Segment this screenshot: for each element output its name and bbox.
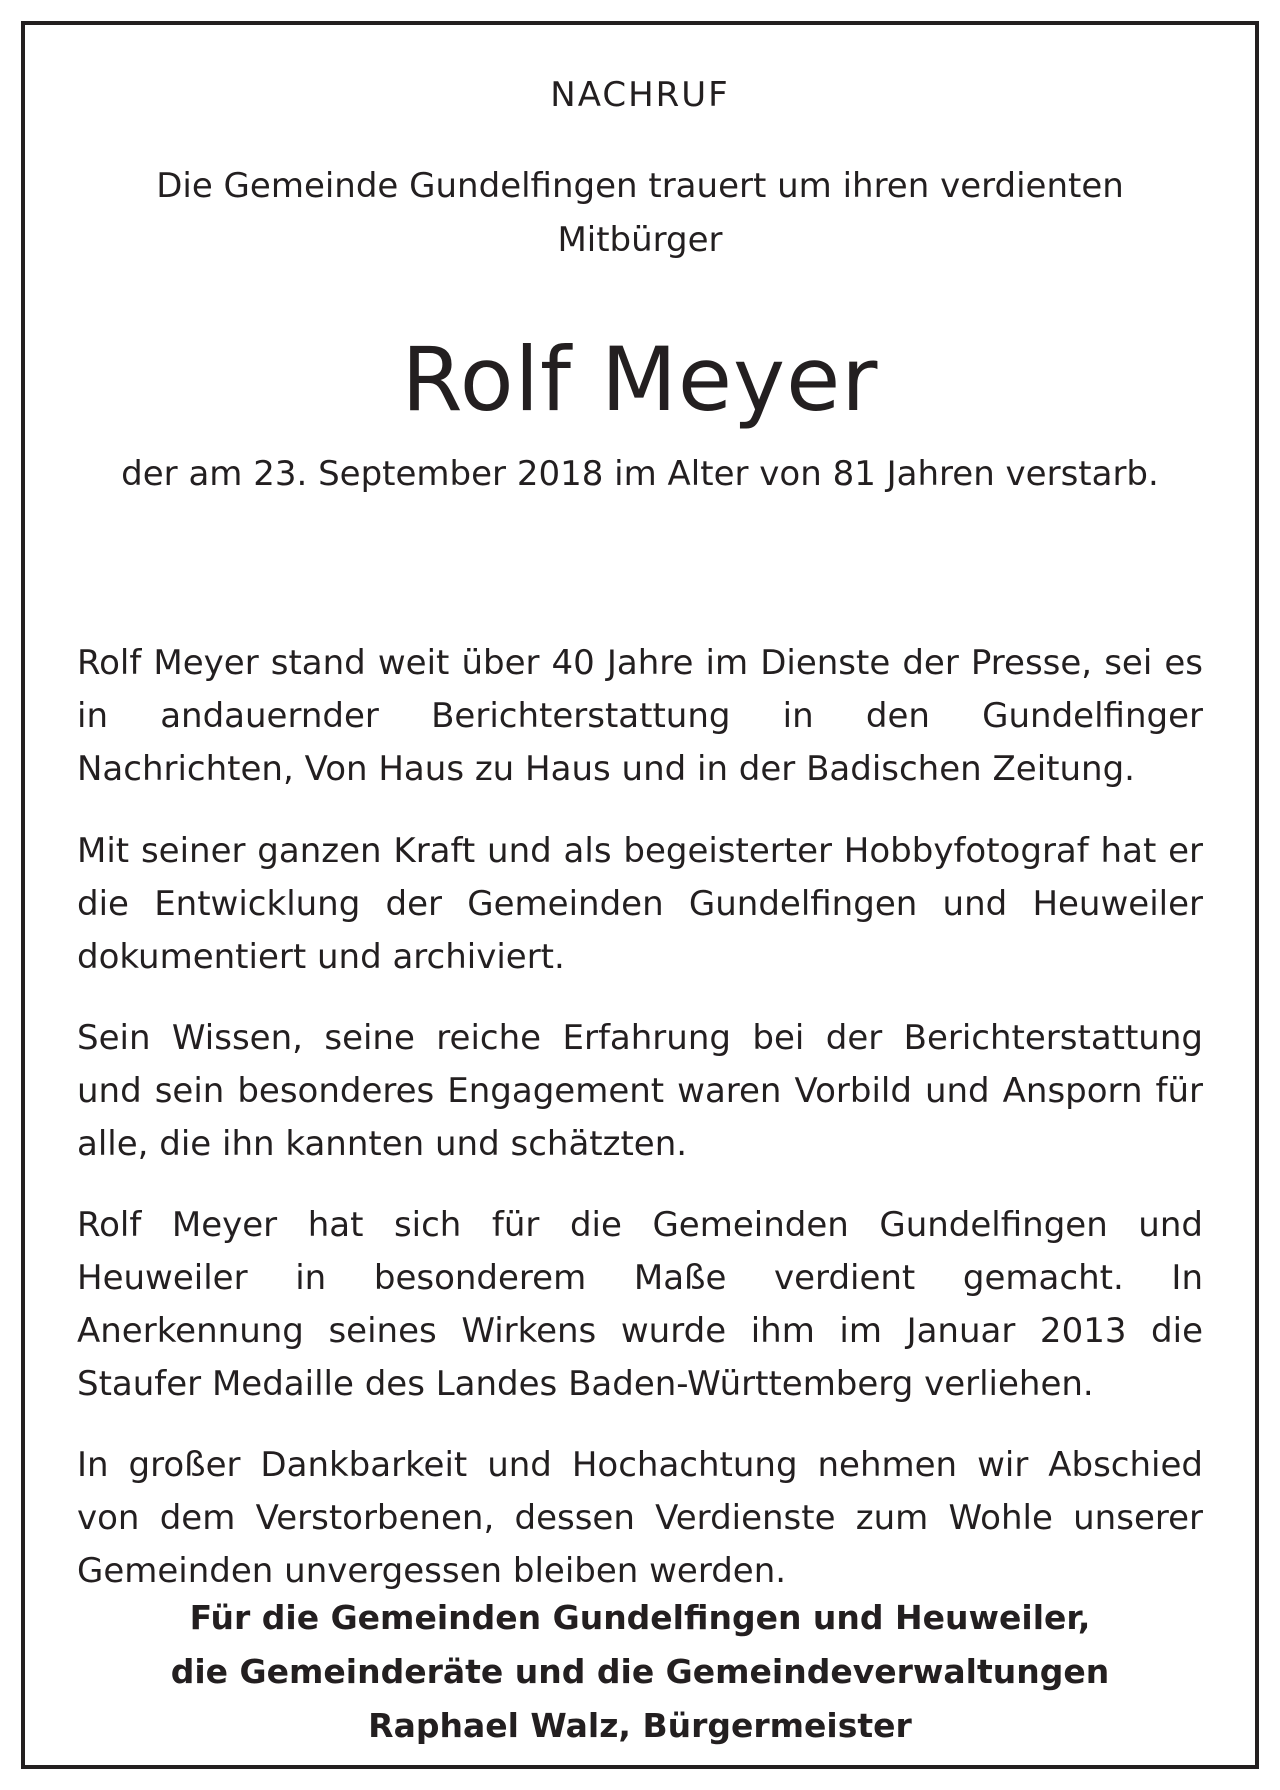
signature-block [77, 1591, 1203, 1753]
paragraph-farewell: In großer Dankbarkeit und Hochachtung nehmen wir Abschied von dem Verstorbenen, dessen Verdienste zum Wohle unserer Gemeinden unvergessen bleiben werden. [77, 1445, 1203, 1591]
death-statement: der am 23. September 2018 im Alter von 81 Jahren verstarb. [121, 454, 1159, 494]
signature-line: die Gemeinderäte und die Gemeindeverwaltungen [170, 1652, 1110, 1691]
paragraph-knowledge: Sein Wissen, seine reiche Erfahrung bei der Berichterstattung und sein besonderes Engagement waren Vorbild und Ansporn für alle, die ihn kannten und schätzten. [77, 1018, 1203, 1164]
signature-line: Für die Gemeinden Gundelfingen und Heuweiler, [189, 1598, 1091, 1637]
notice-heading: NACHRUF [550, 75, 730, 115]
paragraph-photography: Mit seiner ganzen Kraft und als begeisterter Hobbyfotograf hat er die Entwicklung der Gemeinden Gundelfingen und Heuweiler dokumentiert und archiviert. [77, 831, 1203, 977]
obituary-frame [21, 21, 1259, 1769]
paragraph-career: Rolf Meyer stand weit über 40 Jahre im Dienste der Presse, sei es in andauernder Berichterstattung in den Gundelfinger Nachrichten, Von Haus zu Haus und in der Badischen Zeitung. [77, 643, 1203, 789]
signature-line: Raphael Walz, Bürgermeister [368, 1706, 912, 1745]
paragraph-merit: Rolf Meyer hat sich für die Gemeinden Gundelfingen und Heuweiler in besonderem Maße verdient gemacht. In Anerkennung seines Wirkens wurde ihm im Januar 2013 die Staufer Medaille des Landes Baden-Württemberg verliehen. [77, 1205, 1203, 1404]
intro-text: Die Gemeinde Gundelfingen trauert um ihren verdienten Mitbürger [156, 166, 1124, 260]
deceased-name: Rolf Meyer [401, 328, 879, 431]
